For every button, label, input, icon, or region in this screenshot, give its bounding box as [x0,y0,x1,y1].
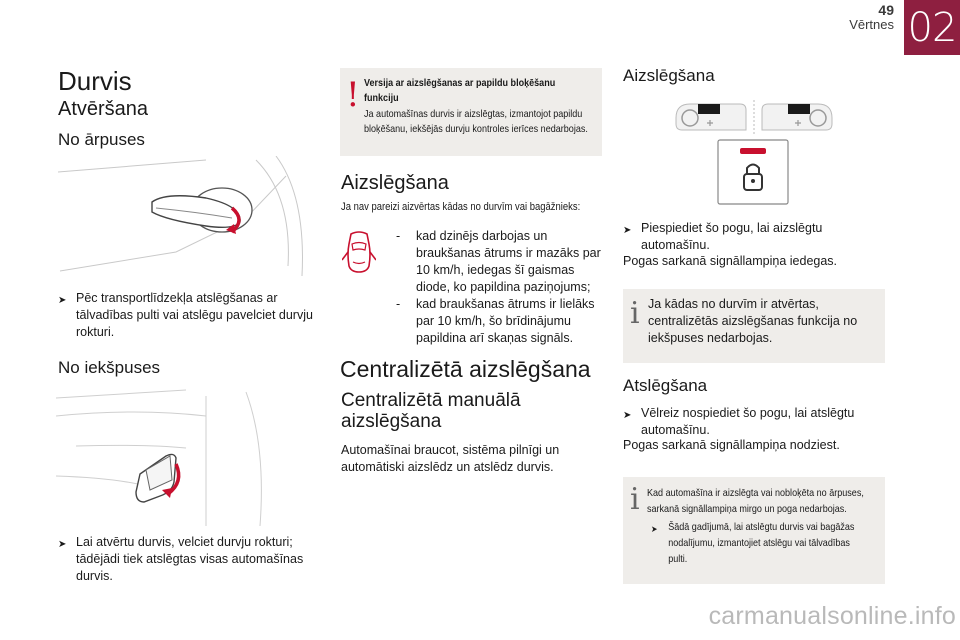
info-locked-outside-bullet-text: Šādā gadījumā, lai atslēgtu durvis vai bagāžas nodalījumu, izmantojiet atslēgu vai tālvadības pulti. [668,521,855,565]
chapter-badge [904,0,960,55]
unlocking-bullet-text: Vēlreiz nospiediet šo pogu, lai atslēgtu automašīnu. [641,406,855,437]
outside-bullet [58,290,314,341]
locking-note: Pogas sarkanā signāllampiņa iedegas. [623,254,838,268]
page-number: 49 [878,2,894,18]
list-item-text: kad dzinējs darbojas un braukšanas ātrums ir mazāks par 10 km/h, iedegas šī gaismas diode, ko papildina paziņojums; [416,229,601,294]
central-locking-button-illustration [672,96,836,206]
section-opening: Atvēršana [58,98,149,120]
outside-handle-illustration [56,156,308,282]
pointer-icon: ➤ [651,524,658,534]
warning-text: Ja automašīnas durvis ir aizslēgtas, izmantojot papildu bloķēšanu, iekšējās durvju kontroles ierīces nedarbojas. [364,108,588,135]
lock-button-icon [672,96,836,206]
heading-central-locking: Centralizētā aizslēgšana [340,356,591,382]
info-locked-outside-bullet [651,519,866,567]
inside-bullet [58,534,314,585]
warning-callout [340,68,602,156]
locking-conditions-list [396,228,606,347]
list-item: - kad braukšanas ātrums ir lielāks par 10 km/h, šo brīdinājumu papildina arī skaņas signāls. [396,296,606,347]
chapter-name: Vērtnes [849,17,894,32]
pointer-icon: ➤ [58,295,67,306]
locking-bullet-text: Piespiediet šo pogu, lai aizslēgtu automašīnu. [641,221,823,252]
locking-intro: Ja nav pareizi aizvērtas kādas no durvīm vai bagāžnieks: [341,201,581,213]
heading-locking-warning: Aizslēgšana [341,172,449,194]
info-locked-outside-text: Kad automašīna ir aizslēgta vai nobloķēta no ārpuses, sarkanā signāllampiņa mirgo un poga nedarbojas. [647,487,864,515]
info-callout-locked-outside [623,477,885,584]
heading-inside: No iekšpuses [58,358,161,377]
info-icon: i [630,296,640,331]
inside-handle-icon [56,386,308,526]
pointer-icon: ➤ [623,410,632,421]
heading-manual-central-locking: Centralizētā manuālā aizslēgšana [341,390,521,432]
door-open-warning-icon [342,230,376,276]
list-item: - kad dzinējs darbojas un braukšanas ātrums ir mazāks par 10 km/h, iedegas šī gaismas diode, ko papildina paziņojums; [396,228,606,296]
car-door-open-icon [342,230,376,276]
unlocking-bullet [623,405,873,439]
warning-title: Versija ar aizslēgšanas ar papildu bloķēšanu funkciju [364,77,556,104]
chapter-badge-number: 02 [907,4,957,51]
list-item-text: kad braukšanas ātrums ir lielāks par 10 km/h, šo brīdinājumu papildina arī skaņas signāls. [416,297,595,345]
warning-icon: ! [346,75,360,115]
heading-locking: Aizslēgšana [623,66,715,85]
info-icon: i [630,482,640,517]
central-locking-text: Automašīnai braucot, sistēma pilnīgi un automātiski aizslēdz un atslēdz durvis. [341,443,560,474]
inside-handle-illustration [56,386,308,526]
locking-bullet [623,220,873,254]
info-open-doors-text: Ja kādas no durvīm ir atvērtas, centralizētās aizslēgšanas funkcija no iekšpuses nedarbojas. [648,297,858,345]
outside-handle-icon [56,156,308,282]
outside-bullet-text: Pēc transportlīdzekļa atslēgšanas ar tālvadības pulti vai atslēgu pavelciet durvju rokturi. [76,291,313,339]
pointer-icon: ➤ [58,539,67,550]
heading-outside: No ārpuses [58,130,145,149]
footer-logo: carmanualsonline.info [708,602,956,630]
unlocking-note: Pogas sarkanā signāllampiņa nodziest. [623,438,840,452]
heading-unlocking: Atslēgšana [623,376,708,395]
info-callout-open-doors [623,289,885,363]
pointer-icon: ➤ [623,225,632,236]
page-title: Durvis [58,66,132,96]
inside-bullet-text: Lai atvērtu durvis, velciet durvju rokturi; tādējādi tiek atslēgtas visas automašīnas durvis. [76,535,304,583]
